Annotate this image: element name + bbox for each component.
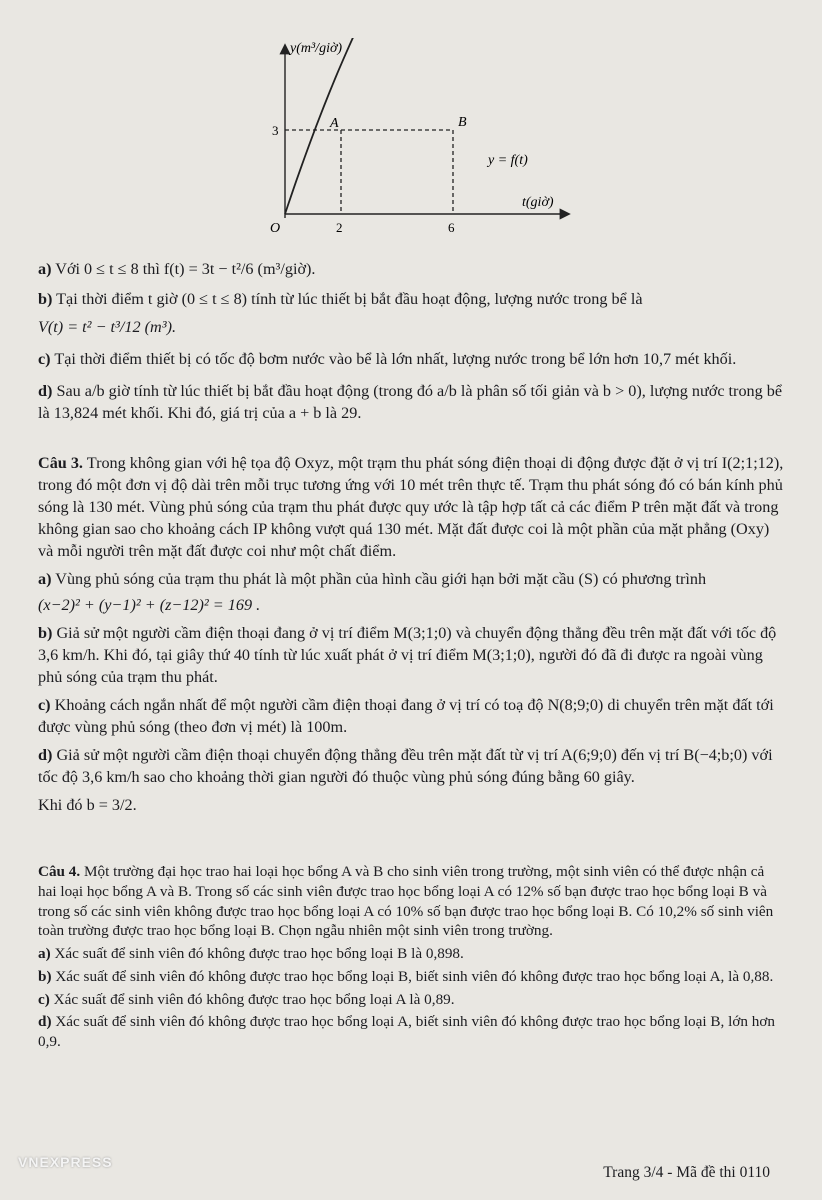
question-4 bbox=[38, 862, 786, 1052]
question-2-parts bbox=[38, 258, 786, 424]
q4-part-c: c) Xác suất để sinh viên đó không được trao học bổng loại A là 0,89. bbox=[38, 990, 455, 1008]
y-tick-3: 3 bbox=[272, 123, 279, 138]
question-3 bbox=[38, 452, 786, 816]
q2-part-d: d) Sau a/b giờ tính từ lúc thiết bị bắt đầu hoạt động (trong đó a/b là phân số tối giản và b > 0), lượng nước trong bể là 13,824 mét khối. Khi đó, giá trị của a + b là 29. bbox=[38, 382, 783, 423]
function-graph bbox=[250, 38, 590, 243]
q3-title: Câu 3. bbox=[38, 454, 83, 472]
q3-part-b: b) Giả sử một người cầm điện thoại đang ở vị trí điểm M(3;1;0) và chuyển động thẳng đều trên mặt đất với tốc độ 3,6 km/h. Khi đó, tại giây thứ 40 tính từ lúc xuất phát ở vị trí điểm M(3;1;0), người đó đã đi được ra ngoài vùng phủ sóng của trạm thu phát. bbox=[38, 624, 777, 687]
q4-part-a: a) Xác suất để sinh viên đó không được trao học bổng loại B là 0,898. bbox=[38, 945, 464, 962]
q4-title: Câu 4. bbox=[38, 863, 81, 880]
q4-part-d: d) Xác suất để sinh viên đó không được trao học bổng loại A, biết sinh viên đó không được trao học bổng loại B, lớn hơn 0,9. bbox=[38, 1013, 775, 1050]
q4-part-b: b) Xác suất để sinh viên đó không được trao học bổng loại B, biết sinh viên đó không được trao học bổng loại A, là 0,88. bbox=[38, 967, 774, 985]
q2-part-c: c) Tại thời điểm thiết bị có tốc độ bơm nước vào bể là lớn nhất, lượng nước trong bể lớn hơn 10,7 mét khối. bbox=[38, 350, 737, 369]
q2-part-b-formula: V(t) = t² − t³/12 (m³). bbox=[38, 318, 177, 337]
y-axis-label: y(m³/giờ) bbox=[290, 41, 343, 56]
x-tick-6: 6 bbox=[448, 220, 455, 235]
vnexpress-logo: VNEXPRESS bbox=[18, 1154, 113, 1170]
q3-part-d-conclusion: Khi đó b = 3/2. bbox=[38, 796, 137, 815]
curve-y-f-t bbox=[285, 38, 509, 214]
q3-part-d: d) Giả sử một người cầm điện thoại chuyển động thẳng đều trên mặt đất từ vị trí A(6;9;0) đến vị trí B(−4;b;0) với tốc độ 3,6 km/h sao cho khoảng thời gian người đó thuộc vùng phủ sóng đúng bằng 60 giây. bbox=[38, 746, 773, 787]
page-footer: Trang 3/4 - Mã đề thi 0110 bbox=[603, 1164, 770, 1181]
x-tick-2: 2 bbox=[336, 220, 343, 235]
q3-part-a: a) Vùng phủ sóng của trạm thu phát là một phần của hình cầu giới hạn bởi mặt cầu (S) có phương trình bbox=[38, 570, 707, 589]
q3-part-c: c) Khoảng cách ngắn nhất để một người cầm điện thoại đang ở vị trí có toạ độ N(8;9;0) di chuyển trên mặt đất tới được vùng phủ sóng (theo đơn vị mét) là 100m. bbox=[38, 696, 774, 737]
q2-part-b: b) Tại thời điểm t giờ (0 ≤ t ≤ 8) tính từ lúc thiết bị bắt đầu hoạt động, lượng nước trong bể là bbox=[38, 290, 643, 309]
q4-intro: Câu 4. Một trường đại học trao hai loại học bổng A và B cho sinh viên trong trường, một sinh viên có thể được nhận cả hai loại học bổng A và B. Trong số các sinh viên được trao học bổng loại A có 12% số bạn được trao học bổng loại B và trong số các sinh viên không được trao học bổng loại A có 10% số bạn được trao học bổng loại B. Có 10,2% số sinh viên toàn trường được trao học bổng loại B. Chọn ngẫu nhiên một sinh viên trong trường. bbox=[38, 863, 774, 940]
q3-intro: Câu 3. Trong không gian với hệ tọa độ Oxyz, một trạm thu phát sóng điện thoại di động được đặt ở vị trí I(2;1;12), trong đó một đơn vị độ dài trên mỗi trục tương ứng với 10 mét trên thực tế. Trạm thu phát sóng đó có bán kính phủ sóng là 130 mét. Vùng phủ sóng của trạm thu phát được quy ước là tập hợp tất cả các điểm P trên mặt đất và trong không gian sao cho khoảng cách IP không vượt quá 130 mét. Mặt đất được coi là một phần của mặt phẳng (Oxy) và mỗi người trên mặt đất được coi như một chất điểm. bbox=[38, 454, 784, 561]
point-a-label: A bbox=[330, 116, 339, 131]
x-axis-label: t(giờ) bbox=[522, 195, 554, 210]
point-b-label: B bbox=[458, 115, 467, 130]
origin-label: O bbox=[270, 221, 281, 236]
q3-part-a-formula: (x−2)² + (y−1)² + (z−12)² = 169 . bbox=[38, 596, 261, 615]
q2-part-a: a) Với 0 ≤ t ≤ 8 thì f(t) = 3t − t²/6 (m³/giờ). bbox=[38, 260, 316, 278]
curve-label: y = f(t) bbox=[488, 153, 528, 168]
